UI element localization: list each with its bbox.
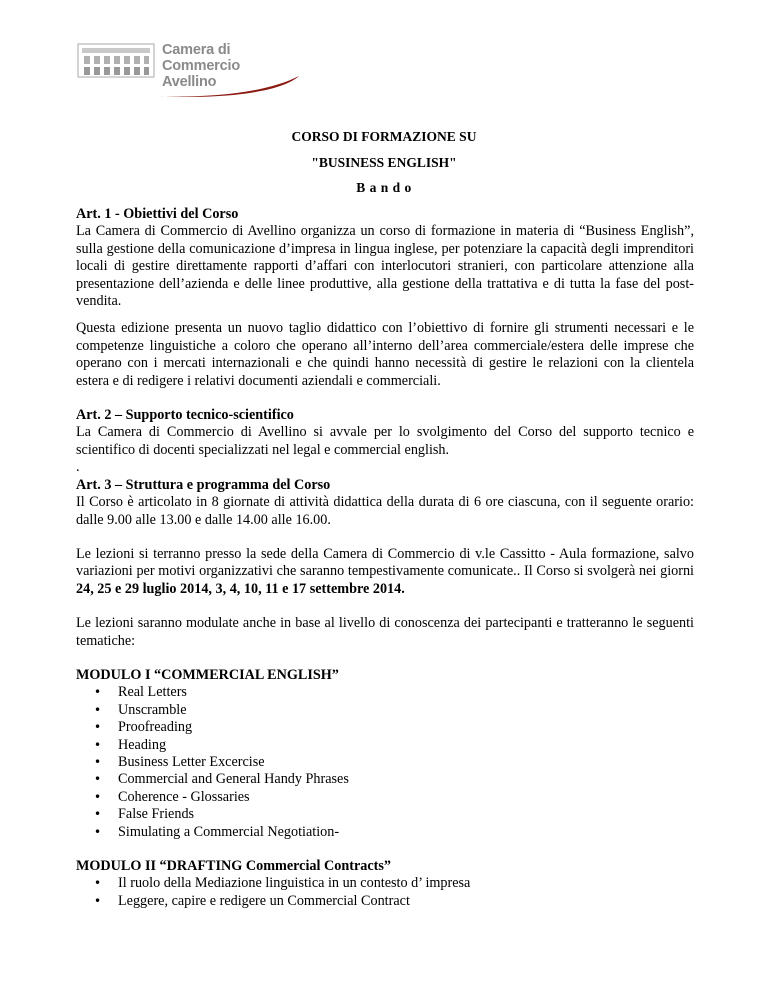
art2-dot: . xyxy=(76,459,80,476)
course-name: "BUSINESS ENGLISH" xyxy=(311,155,457,170)
modulo2-heading: MODULO II “DRAFTING Commercial Contracts” xyxy=(76,858,391,874)
list-item: • Coherence - Glossaries xyxy=(118,789,694,806)
list-item: • Proofreading xyxy=(118,719,694,736)
art3-paragraph-3: Le lezioni saranno modulate anche in base al livello di conoscenza dei partecipanti e tratteranno le seguenti tematiche: xyxy=(76,615,694,649)
logo-line-2: Avellino xyxy=(162,74,217,90)
art1-paragraph-2: Questa edizione presenta un nuovo taglio didattico con l’obiettivo di fornire gli strumenti necessari e le competenze linguistiche a coloro che operano all’interno dell’area commerciale/estera delle imprese che operano con i mercati internazionali e che quindi hanno necessità di gestire le relazioni con la clientela estera e di redigere i relativi documenti aziendali e commerciali. xyxy=(76,320,694,389)
list-item: • Commercial and General Handy Phrases xyxy=(118,771,694,788)
building-icon xyxy=(76,40,156,80)
modulo1-heading: MODULO I “COMMERCIAL ENGLISH” xyxy=(76,666,339,683)
art3-paragraph-2-text: Le lezioni si terranno presso la sede della Camera di Commercio di v.le Cassitto - Aula formazione, salvo variazioni per motivi organizzativi che saranno tempestivamente comunicate.. Il Corso si svolgerà nei giorni xyxy=(76,545,694,580)
logo-line-1: Camera di Commercio xyxy=(162,42,240,74)
course-dates: 24, 25 e 29 luglio 2014, 3, 4, 10, 11 e 17 settembre 2014. xyxy=(76,580,405,597)
chamber-logo xyxy=(76,38,306,100)
art3-paragraph-1: Il Corso è articolato in 8 giornate di attività didattica della durata di 6 ore ciascuna, con il seguente orario: dalle 9.00 alle 13.00 e dalle 14.00 alle 16.00. xyxy=(76,494,694,528)
art1-heading: Art. 1 - Obiettivi del Corso xyxy=(76,206,239,222)
document-body xyxy=(76,206,694,910)
list-item: • Real Letters xyxy=(118,684,694,701)
art2-paragraph-1: La Camera di Commercio di Avellino si avvale per lo svolgimento del Corso del supporto tecnico e scientifico di docenti specializzati nel legal e commercial english. xyxy=(76,424,694,458)
list-item: • Il ruolo della Mediazione linguistica in un contesto d’ impresa xyxy=(118,875,694,892)
modulo2-list xyxy=(76,875,694,910)
page-title: CORSO DI FORMAZIONE SU xyxy=(291,129,477,144)
list-item: • False Friends xyxy=(118,806,694,823)
bando-heading: B a n d o xyxy=(356,180,412,195)
list-item: • Leggere, capire e redigere un Commercial Contract xyxy=(118,893,694,910)
art2-heading: Art. 2 – Supporto tecnico-scientifico xyxy=(76,407,294,424)
art1-paragraph-1: La Camera di Commercio di Avellino organizza un corso di formazione in materia di “Business English”, sulla gestione della comunicazione d’impresa in lingua inglese, per potenziare la capacità degli imprenditori locali di gestire direttamente rapporti d’affari con interlocutori stranieri, con particolare attenzione alla presentazione dell’azienda e delle linee produttive, alla gestione della trattativa e di tutta la fase del post-vendita. xyxy=(76,223,694,310)
modulo1-list xyxy=(76,684,694,841)
swoosh-icon xyxy=(154,74,304,100)
art3-paragraph-2 xyxy=(76,546,694,598)
list-item: • Heading xyxy=(118,737,694,754)
art3-heading: Art. 3 – Struttura e programma del Corso xyxy=(76,476,331,493)
list-item: • Business Letter Excercise xyxy=(118,754,694,771)
list-item: • Unscramble xyxy=(118,702,694,719)
list-item: • Simulating a Commercial Negotiation- xyxy=(118,824,694,841)
